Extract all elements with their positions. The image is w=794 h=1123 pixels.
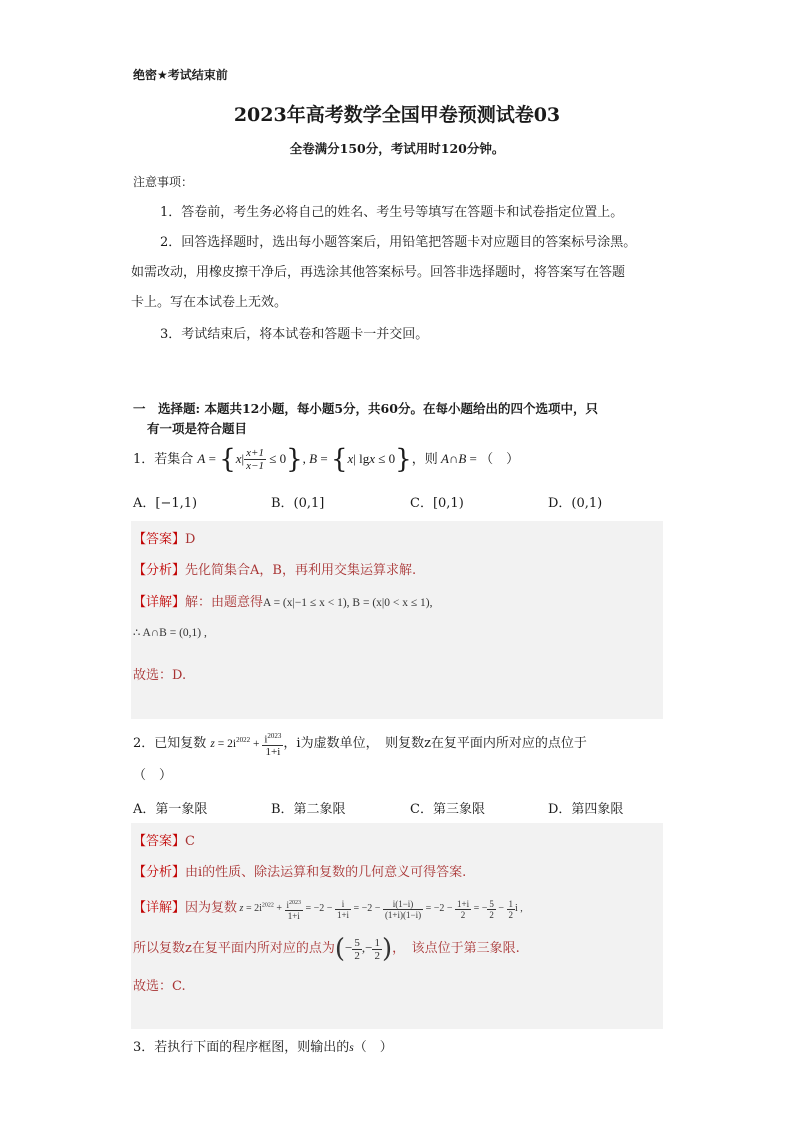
notice-item-2-cont: 如需改动，用橡皮擦干净后，再选涂其他答案标号。回答非选择题时，将答案写在答题	[131, 265, 626, 280]
question-1-detail: 【详解】解：由题意得A = (x|−1 ≤ x < 1), B = (x|0 < x ≤ 1),	[133, 595, 433, 610]
question-1-option-a[interactable]: A．[−1,1)	[133, 496, 198, 511]
question-2-option-d[interactable]: D．第四象限	[548, 802, 624, 817]
question-2-stem: 2．已知复数 $z = 2i^{2022}$ + $\frac{i^{2023}}{1+i}$ ，i为虚数单位， 则复数z在复平面内所对应的点位于	[133, 731, 587, 759]
question-1-analysis: 【分析】先化简集合A，B，再利用交集运算求解.	[133, 563, 417, 578]
question-1-option-b[interactable]: B．(0,1]	[271, 496, 325, 511]
notice-item-3: 3．考试结束后，将本试卷和答题卡一并交回。	[160, 327, 429, 342]
notice-item-2: 2．回答选择题时，选出每小题答案后，用铅笔把答题卡对应题目的答案标号涂黑。	[160, 235, 637, 250]
notice-label: 注意事项：	[133, 175, 194, 189]
question-2-option-a[interactable]: A．第一象限	[133, 802, 208, 817]
question-2-option-b[interactable]: B．第二象限	[271, 802, 346, 817]
question-1-choose: 故选：D.	[133, 668, 187, 683]
notice-item-2-end: 卡上。写在本试卷上无效。	[131, 295, 288, 310]
notice-item-1: 1．答卷前，考生务必将自己的姓名、考生号等填写在答题卡和试卷指定位置上。	[160, 205, 624, 220]
page-title: 2023年高考数学全国甲卷预测试卷03	[233, 104, 561, 126]
question-2-answer: 【答案】C	[133, 834, 195, 849]
question-1-therefore: ∴ A∩B = (0,1) ,	[133, 627, 207, 639]
question-2-analysis: 【分析】由i的性质、除法运算和复数的几何意义可得答案.	[133, 865, 467, 880]
question-2-choose: 故选：C.	[133, 979, 186, 994]
question-3-stem: 3．若执行下面的程序框图，则输出的s（ ）	[133, 1040, 393, 1055]
question-1-stem: 1．若集合 A = {x| $\frac{x+1}{x-1}$ ≤ 0}, B = {x| lgx ≤ 0}，则 A∩B = （ ）	[133, 444, 520, 475]
question-1-option-d[interactable]: D．(0,1)	[548, 496, 603, 511]
question-2-point: 所以复数z在复平面内所对应的点为(− $\frac{5}{2}$ ,− $\frac{1}{2}$ )， 该点位于第三象限.	[133, 934, 520, 965]
question-2-detail: 【详解】因为复数 $z = 2i^{2022}$ + $\frac{i^{2023}}{1+i}$ = −2 − $\frac{i}{1+i}$ = −2 − $\frac{i(1-i)}{(1+i)(1-i)}$ = −2 − $\frac{1+i}{2}$ = − $\frac{5}{2}$ − $\frac{1}{2}$ i ,	[133, 898, 523, 921]
secret-label: 绝密★考试结束前	[133, 68, 228, 82]
question-2-option-c[interactable]: C．第三象限	[410, 802, 485, 817]
question-2-solution-box	[131, 823, 663, 1029]
question-1-answer: 【答案】D	[133, 532, 196, 547]
question-1-solution-box	[131, 521, 663, 719]
section-heading: 一 选择题: 本题共12小题，每小题5分，共60分。在每小题给出的四个选项中，只	[133, 401, 598, 416]
page-subtitle: 全卷满分150分，考试用时120分钟。	[289, 141, 505, 156]
question-2-paren: （ ）	[133, 768, 173, 783]
section-heading-cont: 有一项是符合题目	[147, 421, 248, 436]
question-1-option-c[interactable]: C．[0,1)	[410, 496, 464, 511]
